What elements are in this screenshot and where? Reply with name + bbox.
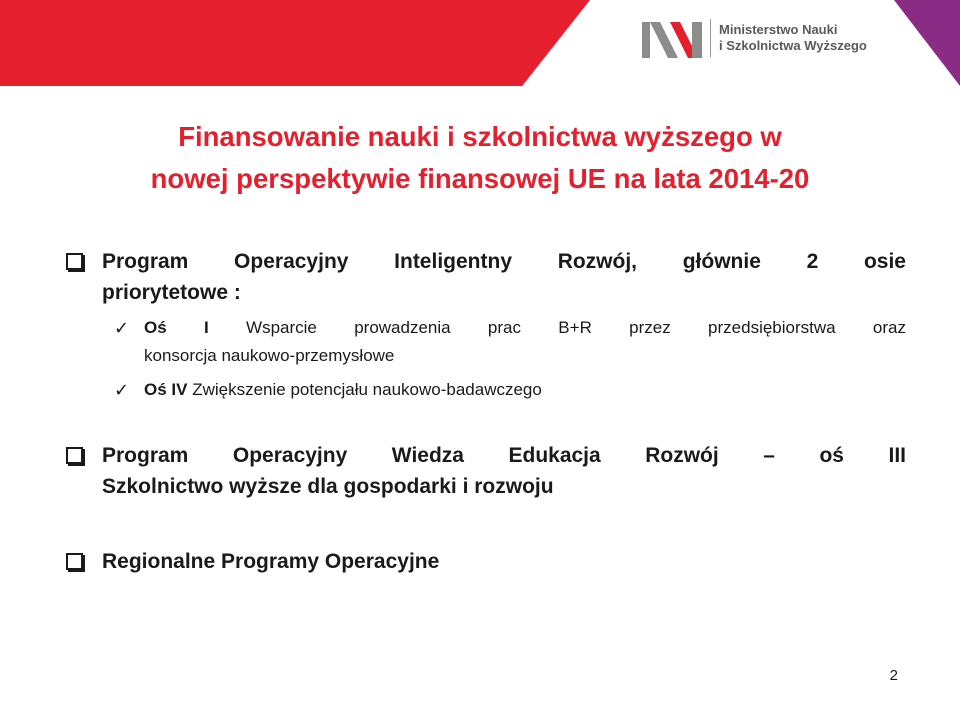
slide-content <box>64 246 906 577</box>
page-number: 2 <box>889 667 898 684</box>
checkbox-icon <box>66 447 83 464</box>
logo-line-1: Ministerstwo Nauki <box>719 22 838 37</box>
bullet-1-line-2: priorytetowe : <box>102 281 241 304</box>
ministry-logo <box>640 16 867 60</box>
slide-title <box>40 116 920 200</box>
checkbox-icon <box>66 253 83 270</box>
checkmark-icon: ✓ <box>114 380 130 400</box>
bullet-2-line-1: Program Operacyjny Wiedza Edukacja Rozwój – oś III <box>102 444 906 467</box>
bullet-regionalne-programy <box>64 546 906 577</box>
bullet-program-wiedza-edukacja-rozwoj <box>64 440 906 502</box>
title-line-1: Finansowanie nauki i szkolnictwa wyższego w <box>178 121 782 152</box>
title-line-2: nowej perspektywie finansowej UE na lata 2014-20 <box>150 163 810 194</box>
subitem-1-text: Wsparcie prowadzenia prac B+R przez przedsiębiorstwa oraz <box>208 318 906 337</box>
subitem-2-text: Zwiększenie potencjału naukowo-badawczego <box>187 380 542 399</box>
logo-text <box>719 22 867 54</box>
logo-line-2: i Szkolnictwa Wyższego <box>719 38 867 53</box>
bullet-2-line-2: Szkolnictwo wyższe dla gospodarki i rozwoju <box>102 475 554 498</box>
subitem-2-label: Oś IV <box>144 380 188 399</box>
logo-separator <box>710 19 711 57</box>
bullet-program-inteligentny-rozwoj <box>64 246 906 308</box>
subitem-2-line-1 <box>144 376 906 404</box>
bullet-1-line-1: Program Operacyjny Inteligentny Rozwój, głównie 2 osie <box>102 250 906 273</box>
checkbox-icon <box>66 553 83 570</box>
bullet-3-line-1: Regionalne Programy Operacyjne <box>102 550 440 573</box>
subitem-os-iv <box>64 376 906 404</box>
subitem-os-i <box>64 314 906 370</box>
ministry-logo-mark-icon <box>640 16 704 60</box>
purple-corner-triangle <box>894 0 960 86</box>
subitem-1-label: Oś I <box>144 318 209 337</box>
subitem-1-line-2: konsorcja naukowo-przemysłowe <box>144 346 395 365</box>
checkmark-icon: ✓ <box>114 318 130 338</box>
subitem-1-line-1 <box>144 314 906 342</box>
red-corner-banner <box>0 0 590 86</box>
